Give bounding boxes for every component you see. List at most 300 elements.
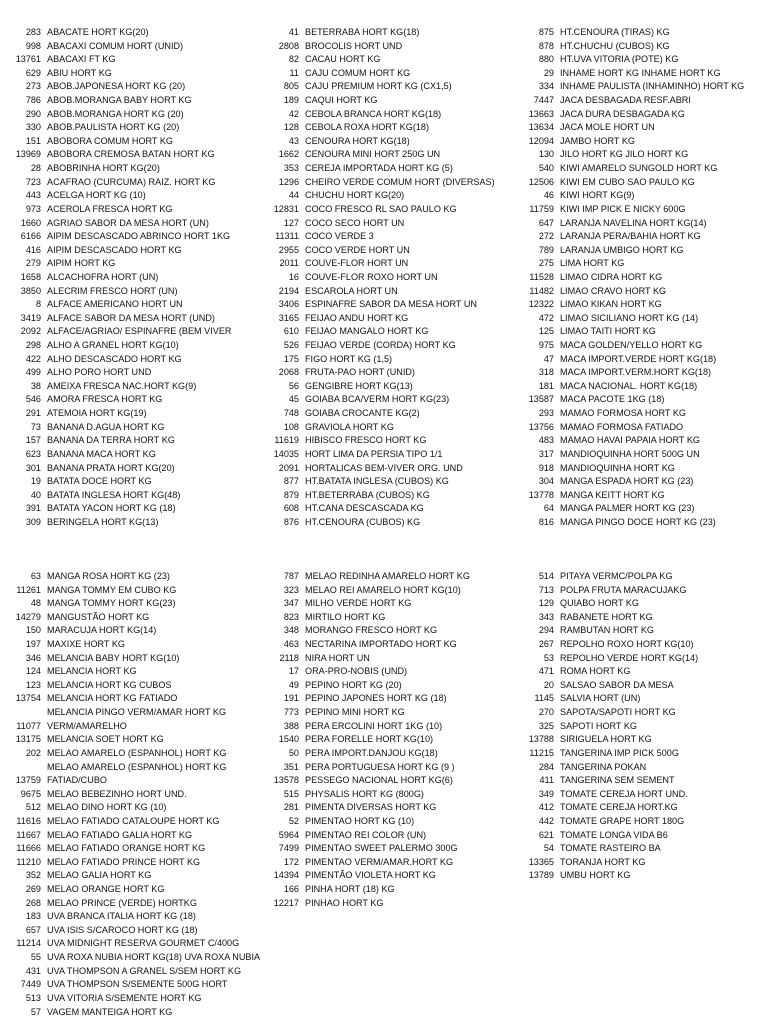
product-row <box>0 203 231 217</box>
product-name: ABOBRINHA HORT KG(20) <box>47 163 160 174</box>
product-code: 723 <box>25 176 41 187</box>
product-name: BATATA YACON HORT KG (18) <box>47 503 176 514</box>
product-name: AIPIM HORT KG <box>47 258 116 269</box>
product-code: 514 <box>538 571 554 581</box>
product-row <box>0 733 260 747</box>
product-name: TANGERINA SEM SEMENT <box>560 775 675 786</box>
product-code: 284 <box>538 761 554 772</box>
product-code: 275 <box>538 258 554 269</box>
product-row <box>0 80 231 94</box>
product-name: MANGA TOMMY HORT KG(23) <box>47 598 176 609</box>
product-code: 12217 <box>273 897 299 908</box>
product-code: 267 <box>538 639 554 650</box>
product-code: 876 <box>283 516 299 527</box>
product-name: FRUTA-PAO HORT (UNID) <box>305 367 415 378</box>
product-code: 13756 <box>528 421 554 432</box>
product-code: 29 <box>543 67 554 78</box>
product-name: ALHO DESCASCADO HORT KG <box>47 353 182 364</box>
product-name: RABANETE HORT KG <box>560 611 653 622</box>
product-row <box>0 502 231 516</box>
product-row <box>508 706 698 720</box>
product-name: NECTARINA IMPORTADO HORT KG <box>305 639 457 650</box>
product-row <box>258 353 495 367</box>
product-code <box>0 706 41 720</box>
product-name: LIMA HORT KG <box>560 258 625 269</box>
product-row <box>508 230 744 244</box>
product-row <box>258 285 495 299</box>
product-code: 40 <box>30 489 41 500</box>
product-row <box>258 801 470 815</box>
product-code: 411 <box>539 775 554 786</box>
product-row <box>0 706 260 720</box>
product-code: 334 <box>538 81 554 92</box>
product-row <box>508 108 744 122</box>
product-code: 629 <box>25 67 41 78</box>
product-name: PIMENTÃO VIOLETA HORT KG <box>305 870 436 881</box>
product-code <box>0 761 41 775</box>
product-row <box>0 67 231 81</box>
product-row <box>258 489 495 503</box>
product-row <box>258 421 495 435</box>
product-code: 41 <box>288 27 299 37</box>
product-row <box>258 271 495 285</box>
product-code: 73 <box>30 421 41 432</box>
product-code: 7447 <box>533 95 554 106</box>
product-name: HIBISCO FRESCO HORT KG <box>305 435 427 446</box>
product-row <box>258 516 495 530</box>
product-name: HORTALICAS BEM-VIVER ORG. UND <box>305 462 463 473</box>
product-name: ALHO A GRANEL HORT KG(10) <box>47 340 179 351</box>
product-name: ABOBORA COMUM HORT KG <box>47 135 173 146</box>
product-name: CEREJA IMPORTADA HORT KG (5) <box>305 163 453 174</box>
product-code: 2194 <box>278 285 299 296</box>
product-row <box>508 26 744 40</box>
product-code: 621 <box>538 829 554 840</box>
product-name: PINHA HORT (18) KG <box>305 884 395 895</box>
product-row <box>0 53 231 67</box>
product-name: FEIJAO MANGALO HORT KG <box>305 326 429 337</box>
product-code: 422 <box>25 353 41 364</box>
product-code: 12322 <box>528 299 554 310</box>
product-row <box>508 774 698 788</box>
product-name: ABACATE HORT KG(20) <box>47 27 149 37</box>
product-name: BERINGELA HORT KG(13) <box>47 516 159 527</box>
product-row <box>0 611 260 625</box>
product-row <box>508 462 744 476</box>
product-row <box>258 570 470 584</box>
product-name: TOMATE CEREJA HORT UND. <box>560 788 688 799</box>
product-name: MORANGO FRESCO HORT KG <box>305 625 438 636</box>
product-row <box>0 339 231 353</box>
product-code: 349 <box>538 788 554 799</box>
product-name: MELAO PRINCE (VERDE) HORTKG <box>47 897 197 908</box>
product-name: MANGA TOMMY EM CUBO KG <box>47 584 177 595</box>
product-row <box>0 325 231 339</box>
product-row <box>258 26 495 40</box>
product-code: 108 <box>283 421 299 432</box>
product-code: 463 <box>283 639 299 650</box>
product-code: 52 <box>288 815 299 826</box>
product-name: HT.CENOURA (TIRAS) KG <box>560 27 670 37</box>
product-row <box>258 244 495 258</box>
product-name: MAMAO FORMOSA FATIADO <box>560 421 684 432</box>
product-row <box>508 312 744 326</box>
product-row <box>508 856 698 870</box>
product-code: 657 <box>25 924 41 935</box>
product-code: 880 <box>538 54 554 65</box>
product-code: 2011 <box>279 258 299 269</box>
product-row <box>508 67 744 81</box>
product-row <box>508 203 744 217</box>
product-name: VERM/AMARELHO <box>47 720 127 731</box>
product-code: 391 <box>25 503 41 514</box>
product-name: MANGUSTÃO HORT KG <box>47 611 150 622</box>
product-code: 8 <box>35 299 41 310</box>
product-row <box>508 475 744 489</box>
product-row <box>508 217 744 231</box>
product-name: MELAO BEBEZINHO HORT UND. <box>47 788 187 799</box>
product-row <box>508 733 698 747</box>
product-code: 127 <box>283 217 299 228</box>
product-name: ALFACE/AGRIAO/ ESPINAFRE (BEM VIVER <box>47 326 232 337</box>
product-row <box>508 869 698 883</box>
product-column-5 <box>258 570 470 910</box>
product-row <box>0 978 260 992</box>
product-row <box>0 407 231 421</box>
product-row <box>258 502 495 516</box>
product-name: ORA-PRO-NOBIS (UND) <box>305 666 408 677</box>
product-name: LIMAO TAITI HORT KG <box>560 326 656 337</box>
product-name: MANGA KEITT HORT KG <box>560 489 665 500</box>
product-name: MANGA ESPADA HORT KG (23) <box>560 476 694 487</box>
product-name: ATEMOIA HORT KG(19) <box>47 408 147 419</box>
product-code: 540 <box>538 163 554 174</box>
product-code: 3165 <box>278 312 299 323</box>
product-row <box>258 829 470 843</box>
product-row <box>258 475 495 489</box>
product-row <box>0 965 260 979</box>
product-code: 11077 <box>16 720 41 731</box>
product-code: 11 <box>289 67 299 78</box>
product-code: 3850 <box>20 285 41 296</box>
product-code: 472 <box>538 312 554 323</box>
product-row <box>508 638 698 652</box>
product-row <box>258 148 495 162</box>
product-row <box>508 665 698 679</box>
product-name: SALSAO SABOR DA MESA <box>560 679 674 690</box>
product-code: 388 <box>283 720 299 731</box>
product-code: 55 <box>30 952 41 963</box>
product-name: INHAME PAULISTA (INHAMINHO) HORT KG <box>560 81 745 92</box>
product-name: GOIABA BCA/VERM HORT KG(23) <box>305 394 450 405</box>
product-column-4 <box>0 570 260 1019</box>
product-name: ALHO PORO HORT UND <box>47 367 152 378</box>
product-name: LARANJA PERA/BAHIA HORT KG <box>560 231 701 242</box>
product-name: JACA MOLE HORT UN <box>560 122 655 133</box>
product-name: UVA ROXA NUBIA HORT KG(18) UVA ROXA NUBIA <box>47 952 261 963</box>
product-name: PERA ERCOLINI HORT 1KG (10) <box>305 720 443 731</box>
product-name: TORANJA HORT KG <box>560 856 646 867</box>
product-code: 82 <box>288 54 299 65</box>
product-row <box>0 910 260 924</box>
product-code: 317 <box>538 448 554 459</box>
product-code: 323 <box>283 584 299 595</box>
product-name: MAMAO FORMOSA HORT KG <box>560 408 686 419</box>
product-code: 125 <box>538 326 554 337</box>
product-code: 19 <box>30 476 41 487</box>
product-name: UVA BRANCA ITALIA HORT KG (18) <box>47 911 196 922</box>
product-code: 294 <box>538 625 554 636</box>
product-code: 1662 <box>278 149 299 160</box>
product-row <box>258 298 495 312</box>
product-row <box>0 162 231 176</box>
product-code: 11210 <box>16 856 41 867</box>
product-code: 11667 <box>16 829 41 840</box>
product-code: 9675 <box>20 788 41 799</box>
product-code: 48 <box>30 598 41 609</box>
product-row <box>0 176 231 190</box>
product-name: KIWI IMP PICK E NICKY 600G <box>560 203 686 214</box>
product-name: UVA VITORIA S/SEMENTE HORT KG <box>47 992 202 1003</box>
product-row <box>508 80 744 94</box>
product-code: 878 <box>538 40 554 51</box>
product-code: 183 <box>25 911 41 922</box>
product-name: JAMBO HORT KG <box>560 135 635 146</box>
product-row <box>258 312 495 326</box>
product-name: TOMATE LONGA VIDA B6 <box>560 829 668 840</box>
product-row <box>258 788 470 802</box>
product-name: COCO VERDE HORT UN <box>305 244 410 255</box>
product-row <box>0 475 231 489</box>
product-row <box>258 94 495 108</box>
product-name: ACELGA HORT KG (10) <box>47 190 146 201</box>
product-name: PIMENTAO SWEET PALERMO 300G <box>305 843 458 854</box>
product-code: 11261 <box>16 584 41 595</box>
product-row <box>0 801 260 815</box>
product-row <box>0 747 260 761</box>
product-name: ALECRIM FRESCO HORT (UN) <box>47 285 178 296</box>
product-name: PERA FORELLE HORT KG(10) <box>305 734 434 745</box>
product-code: 46 <box>543 190 554 201</box>
product-code: 2092 <box>20 326 41 337</box>
product-code: 181 <box>538 380 554 391</box>
product-row <box>258 720 470 734</box>
product-name: JACA DESBAGADA RESF.ABRI <box>560 95 691 106</box>
product-name: MANDIOQUINHA HORT 500G UN <box>560 448 700 459</box>
product-code: 43 <box>288 135 299 146</box>
product-name: PIMENTA DIVERSAS HORT KG <box>305 802 437 813</box>
product-row <box>258 624 470 638</box>
product-row <box>508 40 744 54</box>
product-name: ABOB.JAPONESA HORT KG (20) <box>47 81 186 92</box>
product-name: UVA THOMPSON S/SEMENTE 500G HORT <box>47 979 228 990</box>
product-row <box>258 176 495 190</box>
product-code: 279 <box>25 258 41 269</box>
product-row <box>258 203 495 217</box>
product-name: HT.CANA DESCASCADA KG <box>305 503 424 514</box>
product-row <box>258 53 495 67</box>
product-row <box>508 801 698 815</box>
product-row <box>0 815 260 829</box>
product-row <box>258 135 495 149</box>
product-name: ALFACE SABOR DA MESA HORT (UND) <box>47 312 215 323</box>
product-row <box>508 788 698 802</box>
product-name: CAJU PREMIUM HORT KG (CX1,5) <box>305 81 452 92</box>
product-code: 7449 <box>20 979 41 990</box>
product-row <box>508 189 744 203</box>
product-name: MELAO REDINHA AMARELO HORT KG <box>305 571 470 581</box>
product-code: 3419 <box>20 312 41 323</box>
product-name: COUVE-FLOR ROXO HORT UN <box>305 271 438 282</box>
product-name: GENGIBRE HORT KG(13) <box>305 380 413 391</box>
product-code: 129 <box>538 598 554 609</box>
product-code: 11759 <box>529 203 554 214</box>
product-name: NIRA HORT UN <box>305 652 370 663</box>
product-row <box>0 829 260 843</box>
product-code: 2118 <box>279 652 299 663</box>
product-code: 823 <box>283 611 299 622</box>
product-name: CAQUI HORT KG <box>305 95 378 106</box>
product-code: 346 <box>25 652 41 663</box>
product-row <box>0 421 231 435</box>
product-name: LARANJA UMBIGO HORT KG <box>560 244 684 255</box>
product-name: MIRTILO HORT KG <box>305 611 386 622</box>
product-code: 13761 <box>15 54 41 65</box>
product-name: HT.BATATA INGLESA (CUBOS) KG <box>305 476 449 487</box>
product-name: MELAO GALIA HORT KG <box>47 870 152 881</box>
product-name: CACAU HORT KG <box>305 54 381 65</box>
product-name: COUVE-FLOR HORT UN <box>305 258 409 269</box>
product-name: TOMATE RASTEIRO BA <box>560 843 661 854</box>
product-name: TOMATE GRAPE HORT 180G <box>560 815 685 826</box>
product-code: 608 <box>283 503 299 514</box>
product-row <box>258 67 495 81</box>
product-code: 272 <box>538 231 554 242</box>
product-row <box>508 502 744 516</box>
product-code: 273 <box>25 81 41 92</box>
product-row <box>508 611 698 625</box>
product-row <box>258 230 495 244</box>
product-name: PIMENTAO REI COLOR (UN) <box>305 829 427 840</box>
product-row <box>0 393 231 407</box>
product-code: 290 <box>25 108 41 119</box>
product-code: 28 <box>30 163 41 174</box>
product-code: 526 <box>283 340 299 351</box>
product-name: ALCACHOFRA HORT (UN) <box>47 271 159 282</box>
product-code: 42 <box>288 108 299 119</box>
product-code: 343 <box>538 611 554 622</box>
product-code: 11619 <box>274 435 299 446</box>
product-row <box>0 883 260 897</box>
product-name: CHUCHU HORT KG(20) <box>305 190 405 201</box>
product-row <box>258 407 495 421</box>
product-row <box>258 366 495 380</box>
product-code: 515 <box>283 788 299 799</box>
product-code: 416 <box>25 244 41 255</box>
product-row <box>258 434 495 448</box>
product-name: BANANA PRATA HORT KG(20) <box>47 462 175 473</box>
product-code: 647 <box>538 217 554 228</box>
product-row <box>0 842 260 856</box>
product-name: SAPOTA/SAPOTI HORT KG <box>560 707 676 718</box>
product-code: 13788 <box>528 734 554 745</box>
product-code: 13365 <box>528 856 554 867</box>
product-name: MACA PACOTE 1KG (18) <box>560 394 665 405</box>
product-row <box>258 257 495 271</box>
product-row <box>508 325 744 339</box>
product-name: ABACAXI COMUM HORT (UNID) <box>47 40 184 51</box>
product-row <box>508 148 744 162</box>
product-code: 298 <box>25 340 41 351</box>
product-row <box>258 815 470 829</box>
product-name: MAXIXE HORT KG <box>47 639 125 650</box>
product-name: MELAO FATIADO PRINCE HORT KG <box>47 856 201 867</box>
product-code: 63 <box>30 571 41 581</box>
product-row <box>508 842 698 856</box>
product-row <box>508 244 744 258</box>
product-row <box>508 679 698 693</box>
product-column-1 <box>0 26 231 530</box>
product-row <box>0 366 231 380</box>
product-row <box>258 393 495 407</box>
product-code: 442 <box>538 815 554 826</box>
product-code: 11616 <box>16 815 41 826</box>
product-code: 166 <box>283 884 299 895</box>
product-row <box>258 706 470 720</box>
product-code: 12094 <box>528 135 554 146</box>
product-row <box>508 339 744 353</box>
product-name: MANGA PINGO DOCE HORT KG (23) <box>560 516 716 527</box>
product-code: 293 <box>538 408 554 419</box>
product-name: ROMA HORT KG <box>560 666 631 677</box>
product-row <box>508 815 698 829</box>
product-row <box>258 189 495 203</box>
product-code: 789 <box>538 244 554 255</box>
product-row <box>0 298 231 312</box>
product-name: BATATA DOCE HORT KG <box>47 476 152 487</box>
product-code: 11666 <box>16 843 41 854</box>
product-name: CEBOLA BRANCA HORT KG(18) <box>305 108 442 119</box>
product-name: PESSEGO NACIONAL HORT KG(6) <box>305 775 453 786</box>
product-name: PIMENTAO VERM/AMAR.HORT KG <box>305 856 454 867</box>
product-code: 269 <box>25 884 41 895</box>
product-row <box>508 53 744 67</box>
product-code: 16 <box>288 271 299 282</box>
product-name: MELAO FATIADO GALIA HORT KG <box>47 829 193 840</box>
product-name: MELAO FATIADO ORANGE HORT KG <box>47 843 206 854</box>
product-name: AMEIXA FRESCA NAC.HORT KG(9) <box>47 380 197 391</box>
product-name: AGRIAO SABOR DA MESA HORT (UN) <box>47 217 209 228</box>
product-name: HORT LIMA DA PERSIA TIPO 1/1 <box>305 448 443 459</box>
product-code: 304 <box>538 476 554 487</box>
product-name: COCO FRESCO RL SAO PAULO KG <box>305 203 457 214</box>
product-name: SALVIA HORT (UN) <box>560 693 641 704</box>
product-code: 351 <box>283 761 299 772</box>
product-code: 330 <box>25 122 41 133</box>
product-row <box>508 720 698 734</box>
product-row <box>258 339 495 353</box>
product-code: 151 <box>25 135 41 146</box>
product-code: 268 <box>25 897 41 908</box>
product-column-2 <box>258 26 495 530</box>
product-name: PEPINO JAPONES HORT KG (18) <box>305 693 447 704</box>
product-code: 787 <box>283 571 299 581</box>
product-code: 191 <box>283 693 299 704</box>
product-code: 49 <box>288 679 299 690</box>
product-row <box>0 856 260 870</box>
product-name: ACEROLA FRESCA HORT KG <box>47 203 173 214</box>
product-row <box>258 611 470 625</box>
